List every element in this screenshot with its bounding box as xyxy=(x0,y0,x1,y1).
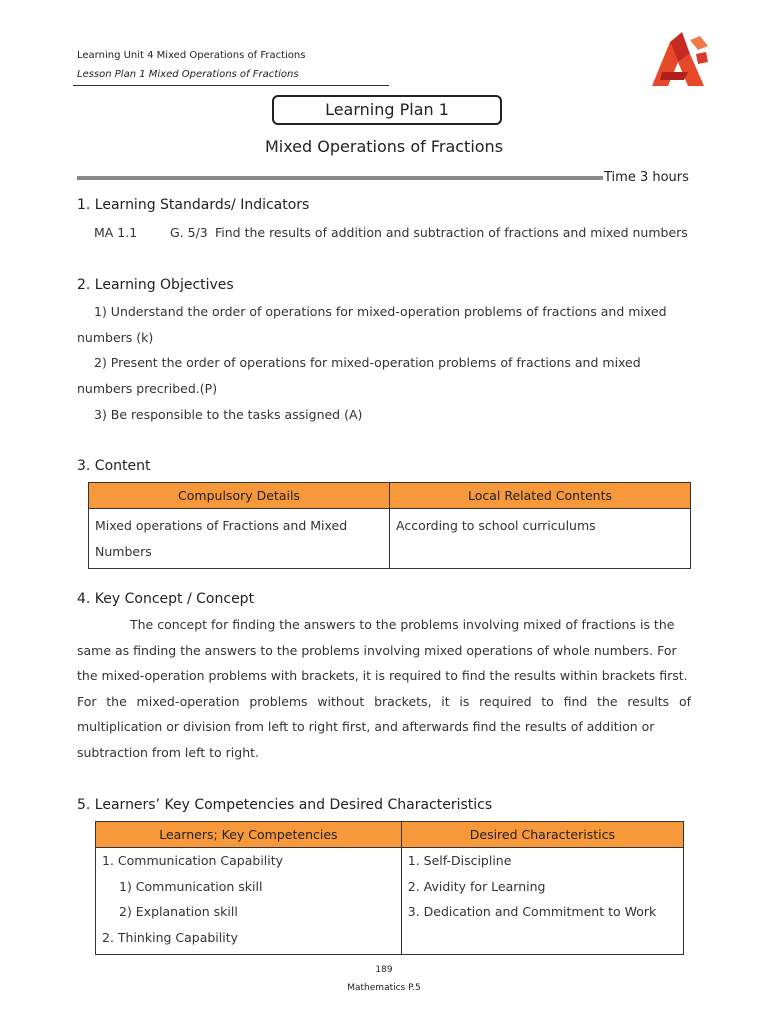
indicator-text: Find the results of addition and subtraction of fractions and mixed numbers xyxy=(215,225,688,240)
competency-item: 1) Communication skill xyxy=(119,878,263,894)
concept-line-6: subtraction from left to right. xyxy=(77,744,260,760)
content-cell-local: According to school curriculums xyxy=(390,509,691,569)
header-divider xyxy=(73,85,389,86)
competencies-col-left: Learners; Key Competencies xyxy=(96,822,402,848)
concept-line-5: multiplication or division from left to right first, and afterwards find the results of addition or xyxy=(77,719,655,735)
section-3-heading: 3. Content xyxy=(77,458,151,474)
competency-item: 2) Explanation skill xyxy=(119,904,238,919)
objective-1-line-2: numbers (k) xyxy=(77,330,154,345)
objective-2-line-1: 2) Present the order of operations for mixed-operation problems of fractions and mixed xyxy=(94,355,641,370)
plan-title-box: Learning Plan 1 xyxy=(272,95,502,125)
characteristic-item: 1. Self-Discipline xyxy=(407,853,512,868)
logo-icon xyxy=(648,32,710,88)
objective-2-line-2: numbers precribed.(P) xyxy=(77,381,218,396)
content-cell-line-1: Mixed operations of Fractions and Mixed xyxy=(95,518,348,533)
concept-line-2: same as finding the answers to the problems involving mixed operations of whole numbers. For xyxy=(77,642,677,658)
competency-item: 2. Thinking Capability xyxy=(102,929,239,945)
time-label: Time 3 hours xyxy=(604,170,689,185)
section-2-heading: 2. Learning Objectives xyxy=(77,277,234,293)
standard-code: MA 1.1 xyxy=(94,225,138,240)
footer-subject: Mathematics P.5 xyxy=(347,983,421,993)
content-cell-compulsory xyxy=(89,509,390,569)
section-5-heading: 5. Learners’ Key Competencies and Desired Characteristics xyxy=(77,797,493,813)
header-unit: Learning Unit 4 Mixed Operations of Fractions xyxy=(77,50,306,61)
section-4-heading: 4. Key Concept / Concept xyxy=(77,591,255,607)
competencies-cell-left xyxy=(96,848,402,955)
content-col-compulsory: Compulsory Details xyxy=(89,483,390,509)
concept-line-4: For the mixed-operation problems without brackets, it is required to find the results of xyxy=(77,693,691,709)
content-col-local: Local Related Contents xyxy=(390,483,691,509)
time-divider-bar xyxy=(77,176,603,180)
objective-1-line-1: 1) Understand the order of operations for mixed-operation problems of fractions and mixed xyxy=(94,304,667,319)
concept-line-1: The concept for finding the answers to the problems involving mixed of fractions is the xyxy=(130,617,675,632)
key-concept-paragraph xyxy=(77,612,691,766)
indicator-code: G. 5/3 xyxy=(170,225,208,240)
competencies-cell-right xyxy=(401,848,683,955)
page-number: 189 xyxy=(375,965,393,975)
section-1-heading: 1. Learning Standards/ Indicators xyxy=(77,197,310,213)
competencies-col-right: Desired Characteristics xyxy=(401,822,683,848)
characteristic-item: 3. Dedication and Commitment to Work xyxy=(407,904,657,919)
content-cell-line-2: Numbers xyxy=(95,543,152,559)
header-lesson: Lesson Plan 1 Mixed Operations of Fractions xyxy=(77,69,299,80)
competency-item: 1. Communication Capability xyxy=(102,853,284,868)
competencies-table xyxy=(95,821,684,955)
plan-subtitle: Mixed Operations of Fractions xyxy=(264,137,504,156)
objective-3: 3) Be responsible to the tasks assigned (A) xyxy=(94,407,363,422)
content-table xyxy=(88,482,691,569)
characteristic-item: 2. Avidity for Learning xyxy=(407,878,546,894)
concept-line-3: the mixed-operation problems with brackets, it is required to find the results within brackets first. xyxy=(77,668,688,684)
